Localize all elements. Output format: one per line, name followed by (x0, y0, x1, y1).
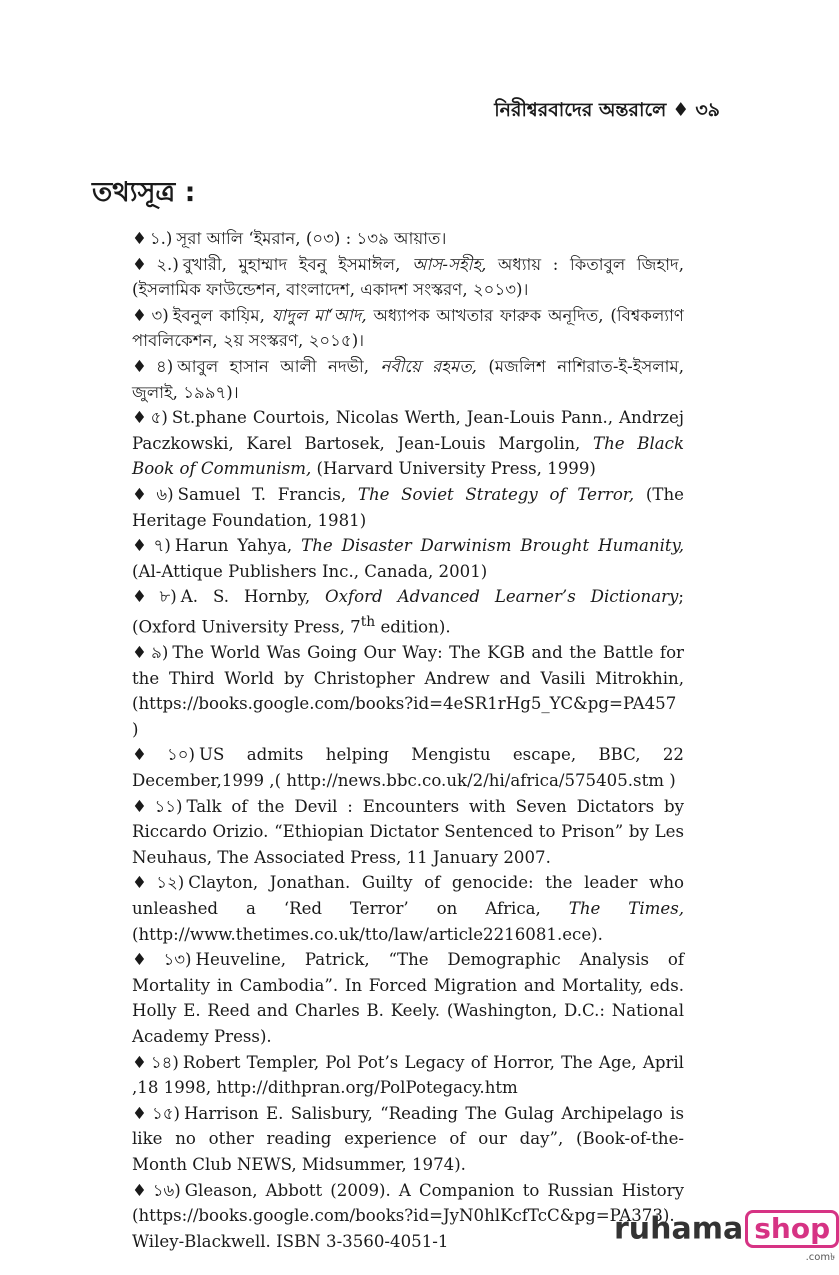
diamond-bullet-icon: ♦ (132, 305, 149, 325)
reference-number: ১৬) (152, 1180, 181, 1200)
diamond-bullet-icon: ♦ (132, 643, 149, 663)
reference-text: Samuel T. Francis, (177, 484, 358, 504)
reference-text: ইবনুল কাযি়ম, (172, 305, 272, 325)
reference-title-italic: আস-সহীহ, (412, 254, 487, 274)
reference-item (132, 1178, 684, 1255)
reference-text: (Al-Attique Publishers Inc., Canada, 2001) (132, 561, 488, 581)
running-header (494, 96, 720, 128)
reference-title-italic: Oxford Advanced Learner’s Dictionary (325, 587, 679, 607)
reference-text: ; (Oxford University Press, 7 (132, 587, 685, 637)
reference-item (132, 354, 684, 405)
reference-text: Harrison E. Salisbury, “Reading The Gulag Archipelago is like no other reading experience of our day”, (Book-of-the- Month Club NEWS, Midsummer, 1974). (132, 1103, 684, 1174)
logo-domain-text: .com৳ (805, 1252, 836, 1263)
reference-item (132, 947, 684, 1049)
reference-text: অধ্যাপক আখতার ফারুক অনূদিত, (বিশ্বকল্যাণ পাবলিকেশন, ২য় সংস্করণ, ২০১৫)। (132, 305, 684, 351)
reference-text: edition). (375, 617, 451, 637)
reference-item (132, 1050, 684, 1101)
reference-number: ১৪) (150, 1052, 179, 1072)
reference-number: ১২) (156, 873, 185, 893)
reference-text: (মজলিশ নাশিরাত-ই-ইসলাম, জুলাই, ১৯৯৭)। (132, 356, 684, 402)
reference-item (132, 303, 684, 354)
reference-text: Talk of the Devil : Encounters with Seven Dictators by Riccardo Orizio. “Ethiopian Dictator Sentenced to Prison” by Les Neuhaus, The Associated Press, 11 January 2007. (132, 796, 684, 867)
reference-number: ১০) (166, 745, 195, 765)
reference-text: Heuveline, Patrick, “The Demographic Analysis of Mortality in Cambodia”. In Forced Migration and Mortality, eds. Holly E. Reed and Charles B. Keely. (Washington, D.C.: National Academy Press). (132, 950, 684, 1046)
diamond-bullet-icon: ♦ (132, 1103, 149, 1123)
diamond-bullet-icon: ♦ (132, 408, 148, 428)
reference-superscript: th (360, 613, 376, 630)
logo-shop-badge: shop (745, 1210, 839, 1248)
diamond-bullet-icon: ♦ (132, 1180, 150, 1200)
reference-text: সূরা আলি ‘ইমরান, (০৩) : ১৩৯ আয়াত। (176, 229, 447, 248)
reference-number: ১১) (154, 796, 183, 816)
reference-item (132, 640, 684, 742)
reference-text: Clayton, Jonathan. Guilty of genocide: the leader who unleashed a ‘Red Terror’ on Africa, (132, 873, 684, 918)
reference-text: Gleason, Abbott (2009). A Companion to Russian History (https://books.google.com/books?id=JyN0hlKcfTcC&pg=PA373). Wiley-Blackwell. ISBN 3-3560-4051-1 (132, 1180, 684, 1251)
diamond-bullet-icon: ♦ (132, 587, 157, 607)
diamond-bullet-icon: ♦ (132, 536, 151, 556)
reference-title-italic: The Soviet Strategy of Terror, (357, 484, 635, 504)
reference-number: ৭) (153, 536, 171, 556)
diamond-bullet-icon: ♦ (132, 950, 161, 970)
reference-title-italic: The Black Book of Communism, (132, 433, 685, 479)
reference-item (132, 870, 684, 947)
reference-number: ১.) (149, 229, 173, 248)
section-title: তথ্যসূত্র : (92, 177, 196, 208)
running-title: নিরীশ্বরবাদের অন্তরালে (494, 99, 667, 121)
reference-text: আবুল হাসান আলী নদভী, (177, 356, 381, 376)
diamond-bullet-icon: ♦ (672, 99, 690, 121)
reference-item (132, 482, 684, 533)
reference-item (132, 226, 684, 252)
diamond-bullet-icon: ♦ (132, 1052, 148, 1072)
reference-item (132, 584, 684, 640)
logo-ruhama-text: ruhama (614, 1211, 744, 1247)
reference-title-italic: নবীয়ে রহমত, (380, 356, 477, 376)
diamond-bullet-icon: ♦ (132, 873, 154, 893)
reference-text: A. S. Hornby, (180, 587, 326, 607)
reference-item (132, 405, 684, 482)
reference-number: ৮) (159, 587, 177, 607)
reference-text: Robert Templer, Pol Pot’s Legacy of Horror, The Age, April ,18 1998, http://dithpran.org/PolPotegacy.htm (132, 1052, 684, 1098)
reference-text: Harun Yahya, (174, 536, 302, 556)
reference-text: The World Was Going Our Way: The KGB and the Battle for the Third World by Christopher Andrew and Vasili Mitrokhin, (https://books.google.com/books?id=4eSR1rHg5_YC&pg=PA457 ) (132, 643, 684, 739)
ruhamashop-logo (614, 1210, 839, 1263)
diamond-bullet-icon: ♦ (132, 796, 152, 816)
reference-list (132, 226, 684, 1254)
reference-text: (Harvard University Press, 1999) (311, 459, 596, 479)
reference-item (132, 252, 684, 303)
reference-number: ১৫) (151, 1103, 180, 1123)
reference-number: ২.) (156, 254, 179, 274)
reference-text: (The Heritage Foundation, 1981) (132, 484, 684, 530)
diamond-bullet-icon: ♦ (132, 484, 154, 504)
reference-number: ১৩) (163, 950, 192, 970)
reference-item (132, 742, 684, 793)
reference-number: ৫) (150, 408, 168, 428)
reference-text: অধ্যায় : কিতাবুল জিহাদ, (ইসলামিক ফাউন্ডেশন, বাংলাদেশ, একাদশ সংস্করণ, ২০১৩)। (132, 254, 684, 300)
reference-number: ৯) (151, 643, 169, 663)
reference-item (132, 794, 684, 871)
reference-number: ৩) (151, 305, 169, 325)
reference-title-italic: যাদুল মা‘আদ, (271, 305, 367, 325)
diamond-bullet-icon: ♦ (132, 356, 153, 376)
diamond-bullet-icon: ♦ (132, 229, 147, 248)
reference-text: (http://www.thetimes.co.uk/tto/law/article2216081.ece). (132, 924, 603, 944)
diamond-bullet-icon: ♦ (132, 254, 154, 274)
reference-text: St.phane Courtois, Nicolas Werth, Jean-Louis Pann., Andrzej Paczkowski, Karel Bartosek, Jean-Louis Margolin, (132, 408, 684, 453)
reference-item (132, 1101, 684, 1178)
reference-title-italic: The Times, (568, 898, 684, 918)
page-number: ৩৯ (695, 99, 720, 121)
reference-text: বুখারী, মুহাম্মাদ ইবনু ইসমাঈল, (182, 254, 413, 274)
reference-number: ৪) (156, 356, 174, 376)
reference-item (132, 533, 684, 584)
reference-text: US admits helping Mengistu escape, BBC, 22 December,1999 ,( http://news.bbc.co.uk/2/hi/africa/575405.stm ) (132, 745, 684, 790)
reference-title-italic: The Disaster Darwinism Brought Humanity, (301, 536, 684, 556)
diamond-bullet-icon: ♦ (132, 745, 164, 765)
reference-number: ৬) (156, 484, 174, 504)
